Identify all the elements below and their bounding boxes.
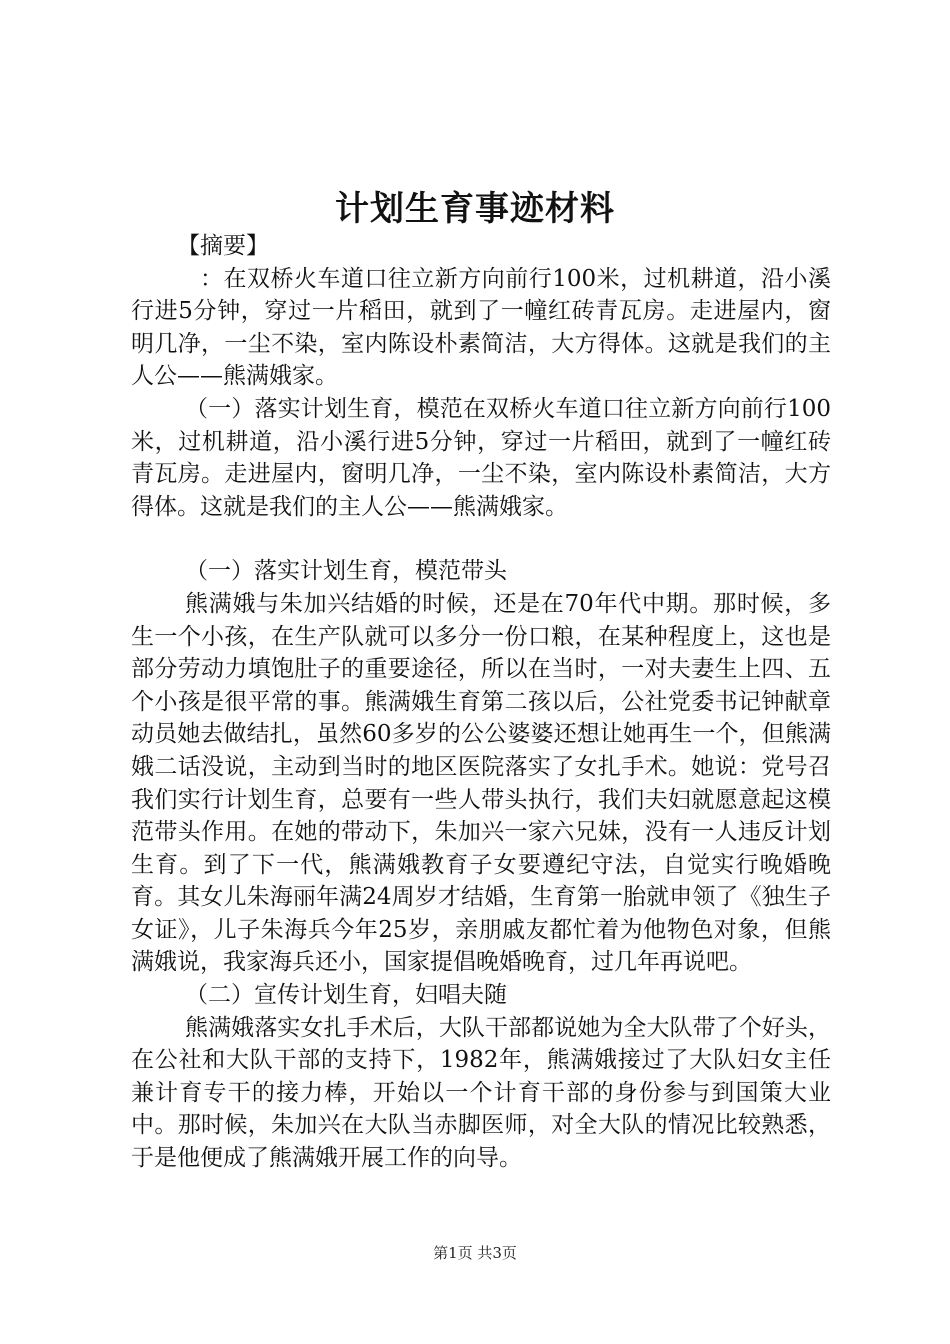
paragraph-gap [131, 523, 831, 555]
paragraph-section-1: 熊满娥与朱加兴结婚的时候，还是在70年代中期。那时候，多生一个小孩，在生产队就可以多分一份口粮，在某种程度上，这也是部分劳动力填饱肚子的重要途径，所以在当时，一对夫妻生上四、五个小孩是很平常的事。熊满娥生育第二孩以后，公社党委书记钟献章动员她去做结扎，虽然60多岁的公公婆婆还想让她再生一个，但熊满娥二话没说，主动到当时的地区医院落实了女扎手术。她说：党号召我们实行计划生育，总要有一些人带头执行，我们夫妇就愿意起这模范带头作用。在她的带动下，朱加兴一家六兄妹，没有一人违反计划生育。到了下一代，熊满娥教育子女要遵纪守法，自觉实行晚婚晚育。其女儿朱海丽年满24周岁才结婚，生育第一胎就申领了《独生子女证》，儿子朱海兵今年25岁，亲朋戚友都忙着为他物色对象，但熊满娥说，我家海兵还小，国家提倡晚婚晚育，过几年再说吧。 [131, 590, 831, 976]
paragraph-section-2: 熊满娥落实女扎手术后，大队干部都说她为全大队带了个好头，在公社和大队干部的支持下，1982年，熊满娥接过了大队妇女主任兼计育专干的接力棒，开始以一个计育干部的身份参与到国策大业中。那时候，朱加兴在大队当赤脚医师，对全大队的情况比较熟悉，于是他便成了熊满娥开展工作的向导。 [131, 1014, 831, 1172]
section-heading-2: （二）宣传计划生育，妇唱夫随 [185, 982, 507, 1009]
abstract-paragraph: ：在双桥火车道口往立新方向前行100米，过机耕道，沿小溪行进5分钟，穿过一片稻田，就到了一幢红砖青瓦房。走进屋内，窗明几净，一尘不染，室内陈设朴素简洁，大方得体。这就是我们的主人公——熊满娥家。 [131, 265, 831, 390]
section-heading-1: （一）落实计划生育，模范带头 [185, 558, 507, 585]
document-title: 计划生育事迹材料 [335, 189, 615, 229]
document-body [131, 230, 831, 1175]
abstract-label: 【摘要】 [177, 233, 269, 259]
page-footer: 第1页 共3页 [433, 1244, 517, 1262]
paragraph-section-intro: （一）落实计划生育，模范在双桥火车道口往立新方向前行100米，过机耕道，沿小溪行进5分钟，穿过一片稻田，就到了一幢红砖青瓦房。走进屋内，窗明几净，一尘不染，室内陈设朴素简洁，大方得体。这就是我们的主人公——熊满娥家。 [131, 395, 831, 520]
